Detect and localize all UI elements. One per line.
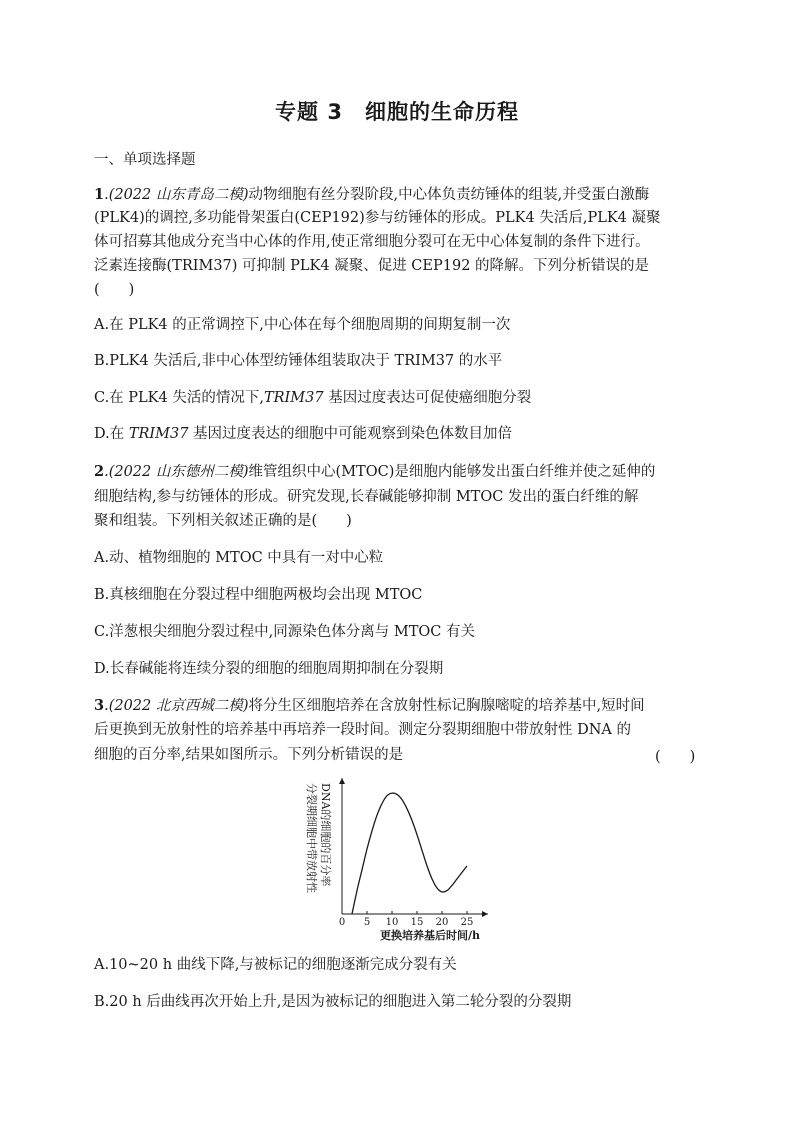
- q3-answer-paren: ( ): [655, 749, 696, 765]
- x-tick-label: 0: [338, 917, 346, 928]
- question-source: .(2022 山东德州二模): [104, 464, 249, 480]
- q2-option-b[interactable]: B.真核细胞在分裂过程中细胞两极均会出现 MTOC: [94, 587, 423, 603]
- q1-line-2: (PLK4)的调控,多功能骨架蛋白(CEP192)参与纺锤体的形成。PLK4 失活后,PLK4 凝聚: [94, 210, 661, 226]
- y-axis-arrow: [339, 778, 345, 784]
- x-tick-label: 20: [435, 917, 449, 928]
- y-axis-label-line-1: 分裂期细胞中带放射性: [305, 783, 318, 893]
- question-number: 1: [94, 186, 105, 203]
- x-tick-label: 5: [363, 917, 371, 928]
- question-number: 3: [94, 697, 105, 714]
- q1-option-a[interactable]: A.在 PLK4 的正常调控下,中心体在每个细胞周期的间期复制一次: [94, 317, 511, 333]
- page-title: 专题 3 细胞的生命历程: [275, 100, 519, 124]
- x-axis-label: 更换培养基后时间/h: [380, 929, 481, 942]
- q2-line-2: 细胞结构,参与纺锤体的形成。研究发现,长春碱能够抑制 MTOC 发出的蛋白纤维的解: [94, 489, 639, 505]
- question-source: .(2022 山东青岛二模): [104, 187, 249, 203]
- q3-line-3: 细胞的百分率,结果如图所示。下列分析错误的是: [94, 747, 404, 763]
- x-tick-label: 10: [385, 917, 399, 928]
- question-source: .(2022 北京西城二模): [104, 698, 249, 714]
- q2-line-1: 2.(2022 山东德州二模)维管组织中心(MTOC)是细胞内能够发出蛋白纤维并使之延伸的: [94, 463, 656, 480]
- q2-option-c[interactable]: C.洋葱根尖细胞分裂过程中,同源染色体分离与 MTOC 有关: [94, 624, 476, 640]
- q3-option-b[interactable]: B.20 h 后曲线再次开始上升,是因为被标记的细胞进入第二轮分裂的分裂期: [94, 994, 572, 1010]
- q2-line-3: 聚和组装。下列相关叙述正确的是( ): [94, 513, 352, 529]
- q1-line-4: 泛素连接酶(TRIM37) 可抑制 PLK4 凝聚、促进 CEP192 的降解。下列分析错误的是: [94, 258, 650, 274]
- y-axis-label-line-2: DNA的细胞的百分率: [319, 783, 332, 887]
- q1-answer-paren: ( ): [94, 282, 135, 298]
- q1-option-b[interactable]: B.PLK4 失活后,非中心体型纺锤体组装取决于 TRIM37 的水平: [94, 353, 503, 369]
- q2-option-d[interactable]: D.长春碱能将连续分裂的细胞的细胞周期抑制在分裂期: [94, 661, 444, 677]
- question-number: 2: [94, 463, 105, 480]
- q1-line-1: 1.(2022 山东青岛二模)动物细胞有丝分裂阶段,中心体负责纺锤体的组装,并受蛋白激酶: [94, 186, 650, 203]
- q2-option-a[interactable]: A.动、植物细胞的 MTOC 中具有一对中心粒: [94, 550, 384, 566]
- data-curve: [352, 793, 467, 914]
- q1-option-c[interactable]: C.在 PLK4 失活的情况下,TRIM37 基因过度表达可促使癌细胞分裂: [94, 390, 532, 406]
- q1-option-d[interactable]: D.在 TRIM37 基因过度表达的细胞中可能观察到染色体数目加倍: [94, 426, 513, 442]
- x-tick-label: 15: [410, 917, 424, 928]
- section-heading: 一、单项选择题: [94, 152, 196, 168]
- x-tick-label: 25: [460, 917, 474, 928]
- radioactive-dna-chart: [300, 775, 500, 945]
- q3-option-a[interactable]: A.10~20 h 曲线下降,与被标记的细胞逐渐完成分裂有关: [94, 957, 457, 973]
- q1-line-3: 体可招募其他成分充当中心体的作用,使正常细胞分裂可在无中心体复制的条件下进行。: [94, 234, 650, 250]
- q3-line-2: 后更换到无放射性的培养基中再培养一段时间。测定分裂期细胞中带放射性 DNA 的: [94, 722, 631, 738]
- q3-line-1: 3.(2022 北京西城二模)将分生区细胞培养在含放射性标记胸腺嘧啶的培养基中,短时间: [94, 697, 645, 714]
- x-axis-arrow: [482, 911, 488, 917]
